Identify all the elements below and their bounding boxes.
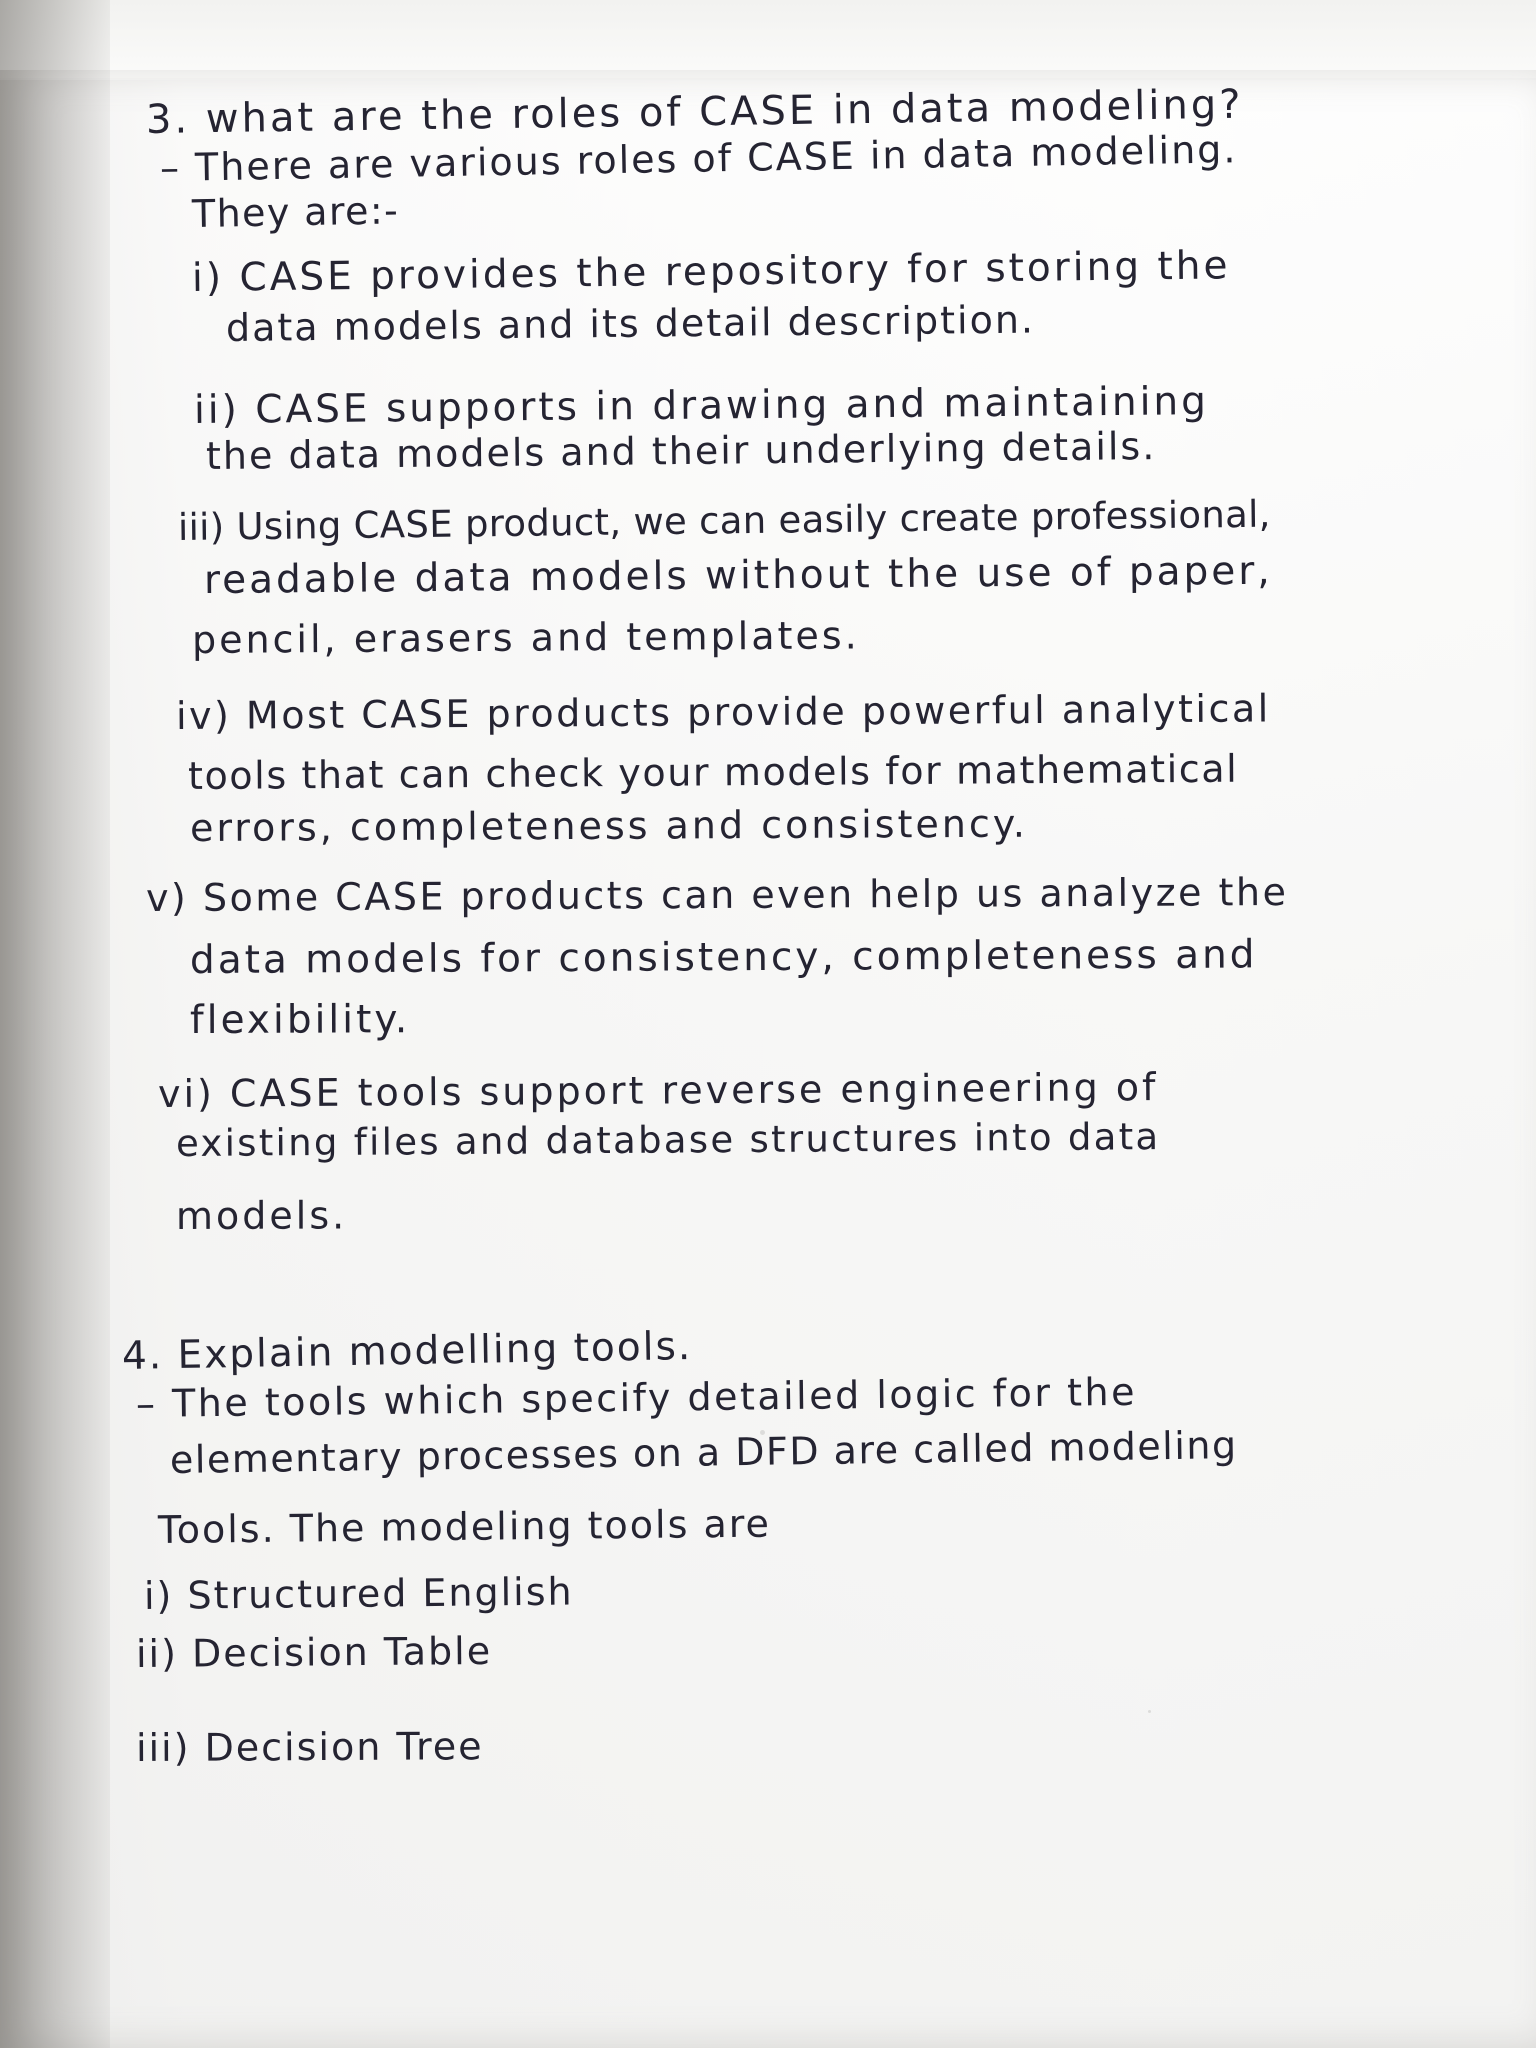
point-iv-line-2: tools that can check your models for mathematical xyxy=(187,746,1239,798)
point-v-line-1: v) Some CASE products can even help us analyze the xyxy=(145,870,1289,920)
question-3: 3. what are the roles of CASE in data modeling? xyxy=(145,81,1244,143)
point-iv-line-1: iv) Most CASE products provide powerful analytical xyxy=(175,686,1271,738)
point-vi-line-3: models. xyxy=(175,1193,348,1238)
point-ii-line-1: ii) CASE supports in drawing and maintaining xyxy=(193,379,1210,433)
tool-decision-table: ii) Decision Table xyxy=(135,1628,493,1676)
point-ii-line-2: the data models and their underlying details. xyxy=(205,424,1157,478)
tool-decision-tree: iii) Decision Tree xyxy=(135,1724,484,1770)
answer-4-line-3: Tools. The modeling tools are xyxy=(157,1501,772,1552)
paper-speck xyxy=(1148,1710,1151,1713)
point-iii-line-2: readable data models without the use of paper, xyxy=(203,548,1273,603)
point-v-line-3: flexibility. xyxy=(189,997,411,1043)
answer-3-intro: – There are various roles of CASE in data modeling. xyxy=(159,127,1238,190)
point-v-line-2: data models for consistency, completeness and xyxy=(189,932,1258,983)
next-page-edge xyxy=(0,0,1536,80)
point-iv-line-3: errors, completeness and consistency. xyxy=(189,801,1029,850)
point-iii-line-3: pencil, erasers and templates. xyxy=(191,613,860,662)
tool-structured-english: i) Structured English xyxy=(143,1569,574,1618)
answer-4-line-2: elementary processes on a DFD are called modeling xyxy=(169,1423,1238,1482)
point-vi-line-1: vi) CASE tools support reverse engineering of xyxy=(157,1065,1159,1116)
answer-3-they-are: They are:- xyxy=(191,188,400,236)
question-4: 4. Explain modelling tools. xyxy=(121,1324,693,1379)
answer-4-line-1: – The tools which specify detailed logic for the xyxy=(135,1369,1138,1426)
point-iii-line-1: iii) Using CASE product, we can easily create professional, xyxy=(177,492,1271,549)
point-i-line-1: i) CASE provides the repository for storing the xyxy=(191,243,1231,301)
point-i-line-2: data models and its detail description. xyxy=(225,297,1036,350)
point-vi-line-2: existing files and database structures into data xyxy=(175,1115,1161,1165)
